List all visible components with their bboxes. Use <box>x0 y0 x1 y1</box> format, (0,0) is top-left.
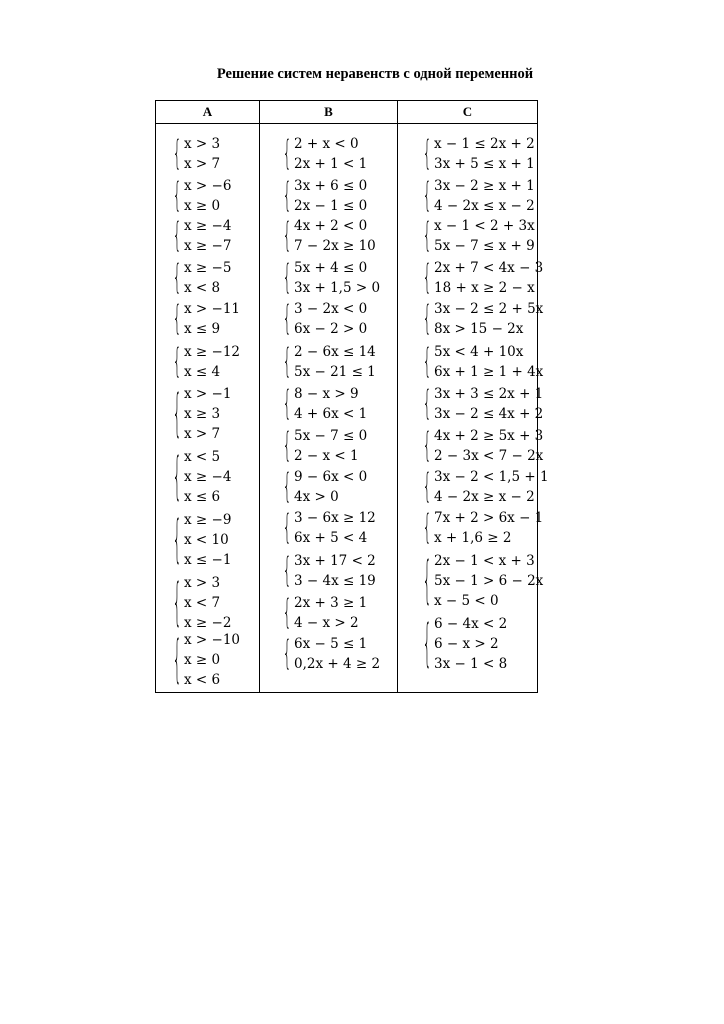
inequality: x < 10 <box>184 532 229 548</box>
inequality: 4 − 2x ≥ x − 2 <box>434 489 535 505</box>
inequality: 5x − 21 ≤ 1 <box>294 364 376 380</box>
system-brace-icon: { <box>422 297 432 338</box>
inequality-system <box>282 258 380 298</box>
inequality-system <box>172 342 240 382</box>
inequality: 2x − 1 ≤ 0 <box>294 198 368 214</box>
inequality-system <box>172 630 240 690</box>
system-brace-icon: { <box>172 445 182 506</box>
inequality: x > 3 <box>184 136 221 152</box>
inequality: 3x + 1,5 > 0 <box>294 280 381 296</box>
inequality: x < 5 <box>184 449 221 465</box>
inequality: 6x − 5 ≤ 1 <box>294 636 368 652</box>
system-brace-icon: { <box>422 132 432 173</box>
inequality: 8 − x > 9 <box>294 386 359 402</box>
inequality-system <box>422 176 535 216</box>
system-brace-icon: { <box>282 549 292 590</box>
inequality: 3 − 2x < 0 <box>294 301 368 317</box>
inequality: 5x − 1 > 6 − 2x <box>434 573 544 589</box>
system-brace-icon: { <box>282 465 292 506</box>
inequality: 2 − x < 1 <box>294 448 359 464</box>
system-brace-icon: { <box>422 612 432 673</box>
column-header-a: A <box>202 104 213 119</box>
inequality: 4x + 2 < 0 <box>294 218 368 234</box>
inequality: 2 − 6x ≤ 14 <box>294 344 376 360</box>
inequality-system <box>282 176 367 216</box>
system-brace-icon: { <box>172 132 182 173</box>
inequality: 2x + 3 ≥ 1 <box>294 595 368 611</box>
column-a <box>156 124 259 692</box>
system-brace-icon: { <box>422 506 432 547</box>
table-header-row <box>156 101 537 124</box>
system-brace-icon: { <box>282 214 292 255</box>
inequality-system <box>422 426 543 466</box>
inequality: 2 − 3x < 7 − 2x <box>434 448 544 464</box>
system-brace-icon: { <box>172 174 182 215</box>
inequality: 2 + x < 0 <box>294 136 359 152</box>
system-brace-icon: { <box>172 628 182 689</box>
inequality-system <box>172 216 231 256</box>
inequality: 4 − 2x ≤ x − 2 <box>434 198 535 214</box>
inequality-system <box>282 634 380 674</box>
inequality-system <box>172 176 231 216</box>
system-brace-icon: { <box>282 632 292 673</box>
system-brace-icon: { <box>282 297 292 338</box>
system-brace-icon: { <box>172 256 182 297</box>
inequality-system <box>422 299 543 339</box>
system-brace-icon: { <box>422 424 432 465</box>
inequality-system <box>172 510 231 570</box>
inequality-system <box>282 299 367 339</box>
system-brace-icon: { <box>282 132 292 173</box>
system-brace-icon: { <box>282 424 292 465</box>
inequality-system <box>172 134 220 174</box>
inequality: 3x − 2 ≤ 4x + 2 <box>434 406 544 422</box>
inequality: 3x − 2 ≤ 2 + 5x <box>434 301 544 317</box>
inequality: x ≥ 0 <box>184 198 221 214</box>
inequality: x < 8 <box>184 280 221 296</box>
inequality: 9 − 6x < 0 <box>294 469 368 485</box>
inequality-system <box>172 258 231 298</box>
inequality-system <box>422 508 543 548</box>
inequality-system <box>422 384 543 424</box>
system-brace-icon: { <box>422 382 432 423</box>
inequality: 3x + 3 ≤ 2x + 1 <box>434 386 544 402</box>
system-brace-icon: { <box>282 591 292 632</box>
inequality-system <box>282 134 367 174</box>
page-title: Решение систем неравенств с одной переменной <box>216 66 534 82</box>
inequality: 6x + 5 < 4 <box>294 530 368 546</box>
inequality-system <box>282 508 376 548</box>
inequality: x < 7 <box>184 595 221 611</box>
inequality: x − 1 ≤ 2x + 2 <box>434 136 535 152</box>
inequality: x ≥ −2 <box>184 615 232 631</box>
system-brace-icon: { <box>422 214 432 255</box>
inequality-system <box>282 342 376 382</box>
column-header-c: C <box>462 104 473 119</box>
inequality-system <box>422 258 543 298</box>
inequality-system <box>282 384 367 424</box>
system-brace-icon: { <box>172 571 182 632</box>
inequality: x > 3 <box>184 575 221 591</box>
inequality: 2x − 1 < x + 3 <box>434 553 535 569</box>
inequality: 3x + 6 ≤ 0 <box>294 178 368 194</box>
inequality: x ≥ −12 <box>184 344 240 360</box>
inequality: 3x − 1 < 8 <box>434 656 508 672</box>
system-brace-icon: { <box>422 465 432 506</box>
inequality: 3x − 2 ≥ x + 1 <box>434 178 535 194</box>
inequality: 4x > 0 <box>294 489 339 505</box>
inequality: 4 − x > 2 <box>294 615 359 631</box>
inequality-system <box>282 467 367 507</box>
inequality: x > −10 <box>184 632 240 648</box>
inequality: x + 1,6 ≥ 2 <box>434 530 512 546</box>
system-brace-icon: { <box>282 506 292 547</box>
system-brace-icon: { <box>172 340 182 381</box>
column-c <box>398 124 549 692</box>
inequality: 0,2x + 4 ≥ 2 <box>294 656 381 672</box>
inequality: x ≤ 9 <box>184 321 221 337</box>
inequality: x > −1 <box>184 386 232 402</box>
inequality: 7x + 2 > 6x − 1 <box>434 510 544 526</box>
inequality-system <box>172 573 231 633</box>
inequality: 5x + 4 ≤ 0 <box>294 260 368 276</box>
inequality: x > 7 <box>184 426 221 442</box>
system-brace-icon: { <box>422 174 432 215</box>
inequality: 3x + 5 ≤ x + 1 <box>434 156 535 172</box>
inequality-system <box>282 593 367 633</box>
inequality: x ≥ −7 <box>184 238 232 254</box>
inequality: x − 5 < 0 <box>434 593 499 609</box>
system-brace-icon: { <box>422 340 432 381</box>
inequality: 4 + 6x < 1 <box>294 406 368 422</box>
inequality: 2x + 7 < 4x − 3 <box>434 260 544 276</box>
inequality: x ≥ −4 <box>184 218 232 234</box>
column-b <box>260 124 397 692</box>
inequality-system <box>422 342 543 382</box>
inequality: x ≥ 3 <box>184 406 221 422</box>
inequality: x ≤ 4 <box>184 364 221 380</box>
inequality: x ≥ −4 <box>184 469 232 485</box>
inequality: 18 + x ≥ 2 − x <box>434 280 535 296</box>
inequality: 6 − 4x < 2 <box>434 616 508 632</box>
system-brace-icon: { <box>282 340 292 381</box>
inequality: 5x < 4 + 10x <box>434 344 524 360</box>
inequality: 3 − 6x ≥ 12 <box>294 510 376 526</box>
system-brace-icon: { <box>172 508 182 569</box>
system-brace-icon: { <box>172 297 182 338</box>
inequality-system <box>422 551 543 611</box>
inequality: 2x + 1 < 1 <box>294 156 368 172</box>
inequality-system <box>172 299 240 339</box>
inequality: x − 1 < 2 + 3x <box>434 218 535 234</box>
inequality: x > 7 <box>184 156 221 172</box>
inequality: x ≤ −1 <box>184 552 232 568</box>
inequality: 3x − 2 < 1,5 + 1 <box>434 469 549 485</box>
system-brace-icon: { <box>172 214 182 255</box>
inequality: x ≥ 0 <box>184 652 221 668</box>
inequality: 3 − 4x ≤ 19 <box>294 573 376 589</box>
inequality: x < 6 <box>184 672 221 688</box>
inequality: 5x − 7 ≤ x + 9 <box>434 238 535 254</box>
column-header-b: B <box>324 104 333 119</box>
inequality-system <box>422 467 549 507</box>
system-brace-icon: { <box>422 549 432 610</box>
inequality-system <box>282 426 367 466</box>
inequality-system <box>422 216 535 256</box>
inequality: x > −11 <box>184 301 240 317</box>
inequality: x > −6 <box>184 178 232 194</box>
inequality-system <box>172 384 231 444</box>
inequality-system <box>422 614 507 674</box>
inequality-system <box>282 216 376 256</box>
inequality: 6x − 2 > 0 <box>294 321 368 337</box>
system-brace-icon: { <box>282 382 292 423</box>
inequality: x ≥ −9 <box>184 512 232 528</box>
inequality-system <box>282 551 376 591</box>
inequality-system <box>172 447 231 507</box>
system-brace-icon: { <box>282 256 292 297</box>
inequality: 6x + 1 ≥ 1 + 4x <box>434 364 544 380</box>
inequality: 7 − 2x ≥ 10 <box>294 238 376 254</box>
inequality: x ≥ −5 <box>184 260 232 276</box>
inequalities-table <box>155 100 549 693</box>
inequality-system <box>422 134 535 174</box>
inequality: 4x + 2 ≥ 5x + 3 <box>434 428 544 444</box>
system-brace-icon: { <box>422 256 432 297</box>
inequality: x ≤ 6 <box>184 489 221 505</box>
inequality: 8x > 15 − 2x <box>434 321 524 337</box>
inequality: 3x + 17 < 2 <box>294 553 376 569</box>
inequality: 6 − x > 2 <box>434 636 499 652</box>
system-brace-icon: { <box>282 174 292 215</box>
inequality: 5x − 7 ≤ 0 <box>294 428 368 444</box>
system-brace-icon: { <box>172 382 182 443</box>
